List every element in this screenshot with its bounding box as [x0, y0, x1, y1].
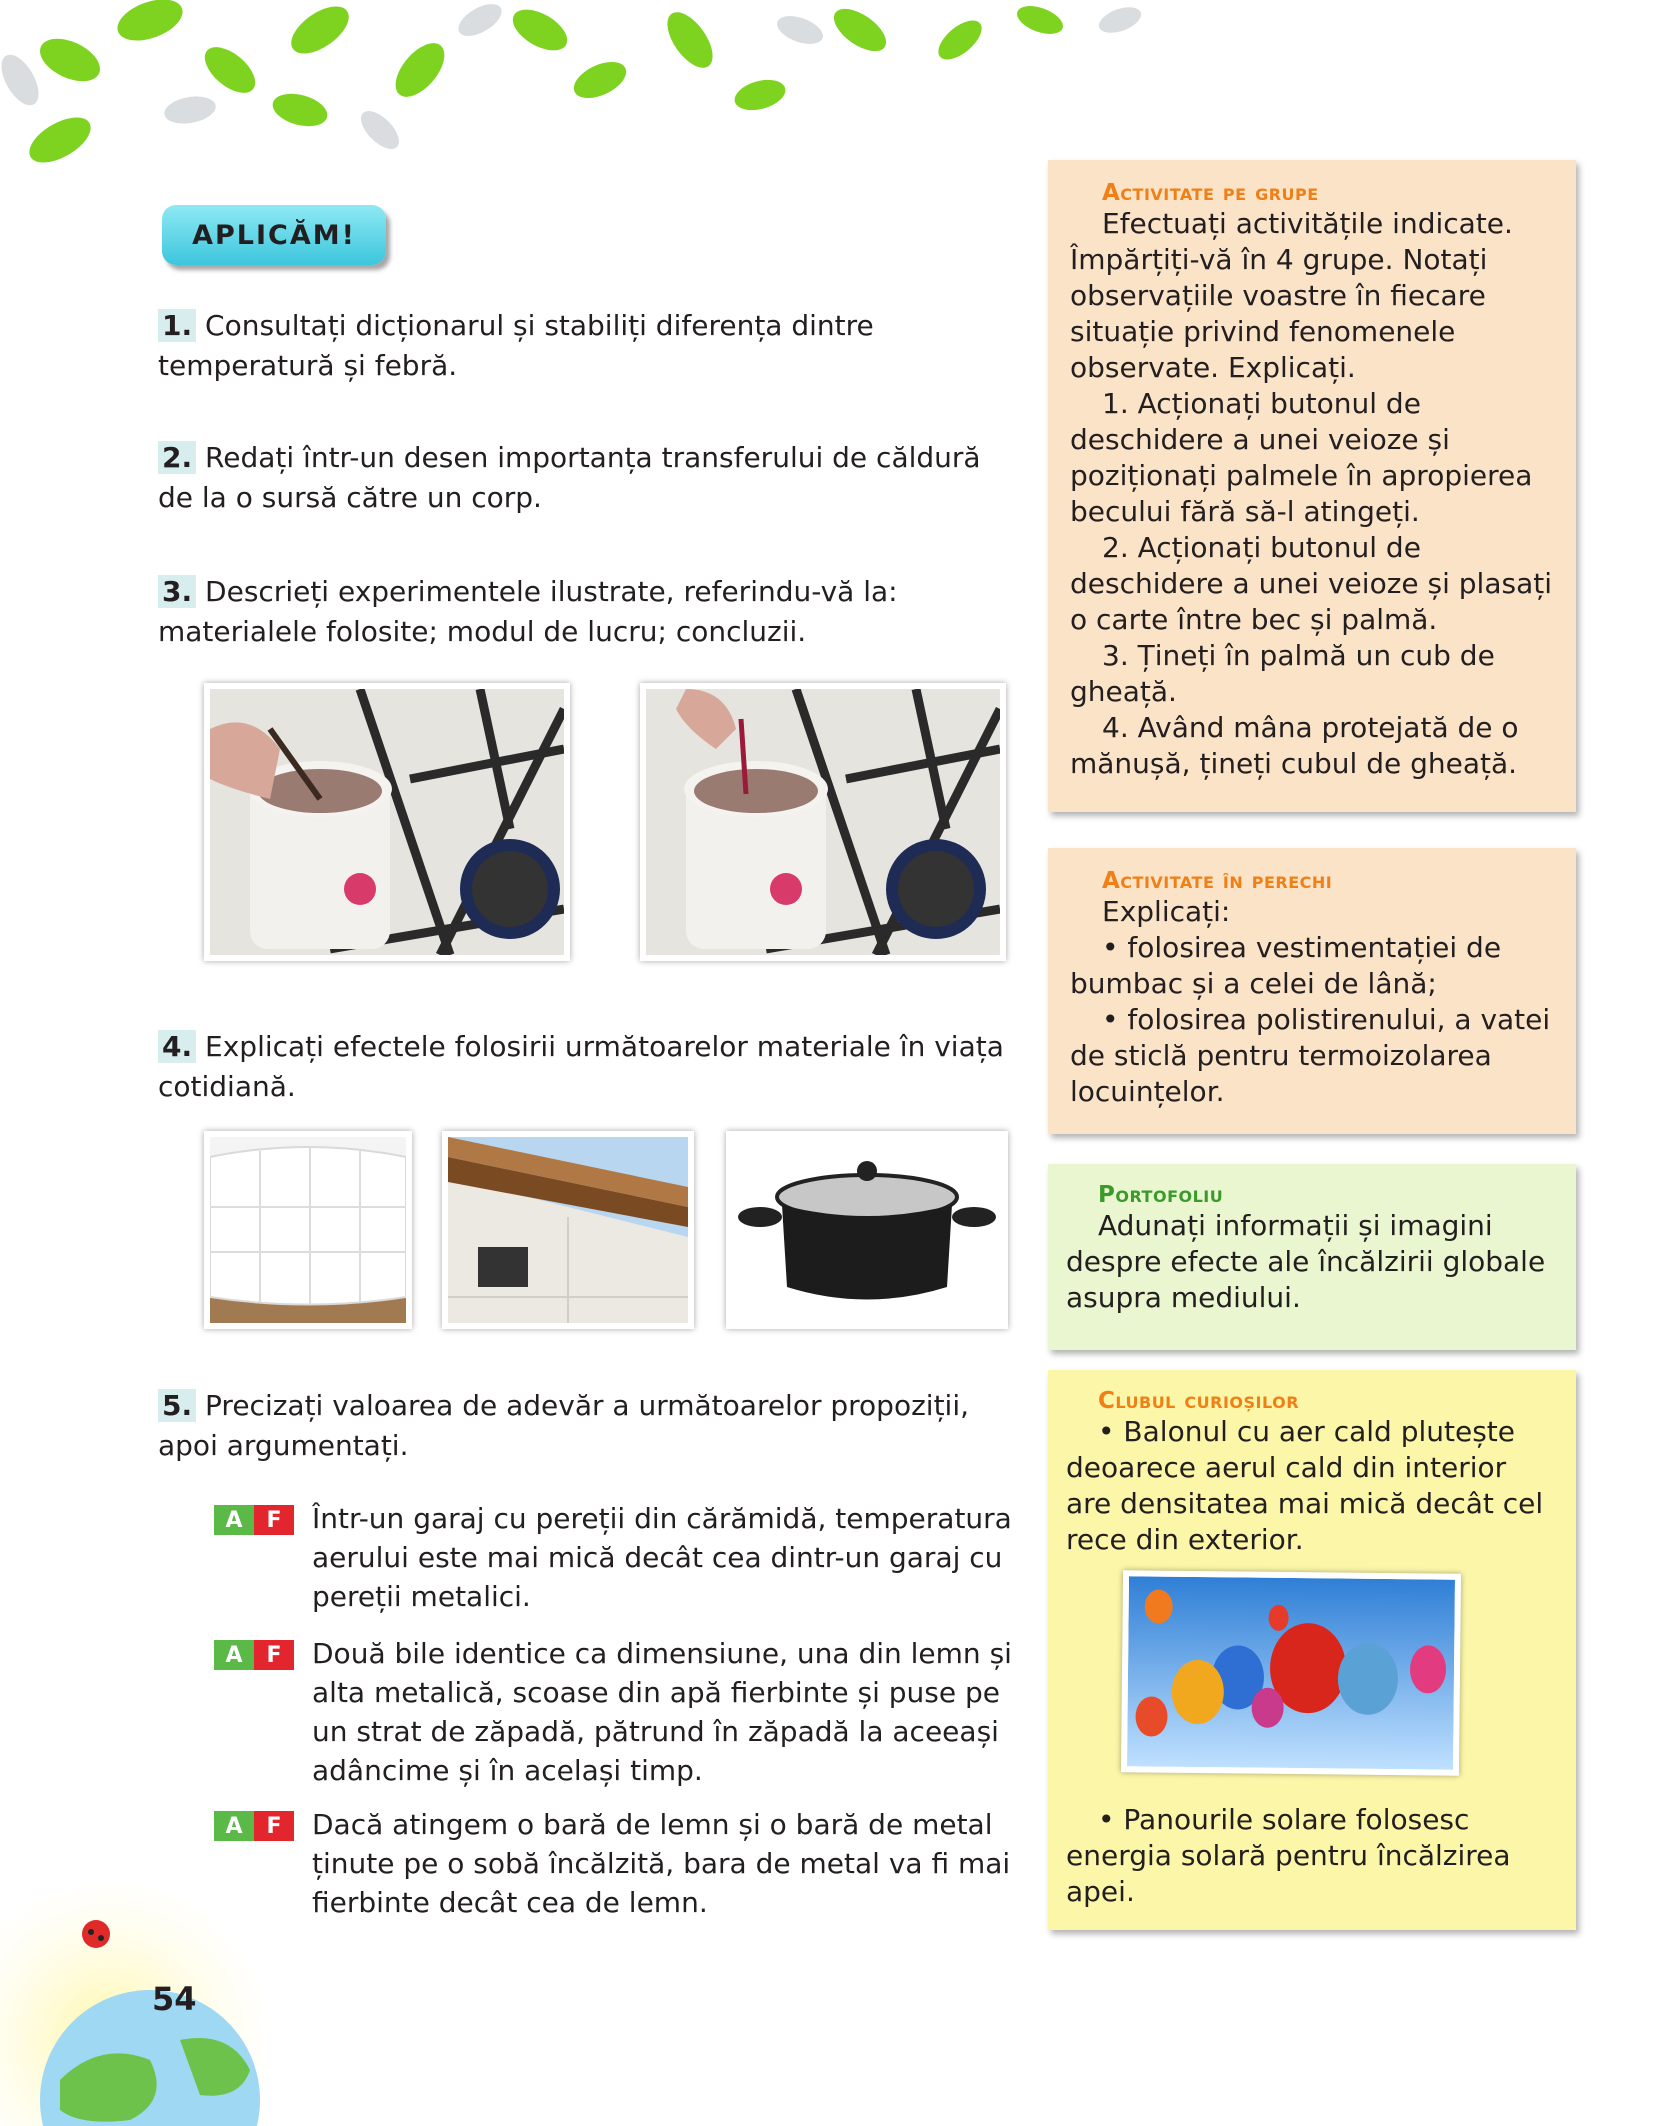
- curiosity-club-box: [1048, 1370, 1576, 1930]
- pair-activity-box: [1048, 848, 1576, 1134]
- question-text: Descrieți experimentele ilustrate, referindu-vă la: materialele folosite; modul de lucru; concluzii.: [158, 575, 898, 648]
- question-number: 4.: [158, 1030, 196, 1063]
- leaves-decoration: [0, 0, 1200, 200]
- hot-air-balloons-photo: [1121, 1570, 1461, 1776]
- list-item: 4. Având mâna protejată de o mănușă, țineți cubul de gheață.: [1070, 711, 1519, 780]
- box-text: Adunați informații și imagini despre efecte ale încălzirii globale asupra mediului.: [1066, 1209, 1546, 1314]
- globe-decoration: [0, 1870, 300, 2126]
- balloons-photo-slot: [1066, 1558, 1560, 1802]
- true-option[interactable]: A: [214, 1505, 254, 1535]
- list-item: • folosirea vestimentației de bumbac și a celei de lână;: [1070, 931, 1502, 1000]
- house-insulation-photo: [442, 1131, 694, 1329]
- true-option[interactable]: A: [214, 1640, 254, 1670]
- true-option[interactable]: A: [214, 1811, 254, 1841]
- question-text: Consultați dicționarul și stabiliți diferența dintre temperatură și febră.: [158, 309, 874, 382]
- question-text: Precizați valoarea de adevăr a următoarelor propoziții, apoi argumentați.: [158, 1389, 970, 1462]
- statement-text: Într-un garaj cu pereții din cărămidă, temperatura aerului este mai mică decât cea dintr-un garaj cu pereții metalici.: [312, 1502, 1012, 1613]
- page-number: 54: [152, 1980, 197, 2018]
- box-title: Activitate pe grupe: [1102, 180, 1319, 206]
- box-text: • Balonul cu aer cald plutește deoarece aerul cald din interior are densitatea mai mică decât cel rece din exterior.: [1066, 1415, 1544, 1556]
- tf-toggle[interactable]: [214, 1640, 294, 1670]
- list-item: 1. Acționați butonul de deschidere a unei veioze și poziționați palmele în apropierea becului fără să-l atingeți.: [1070, 387, 1533, 528]
- experiment-photo-1: [204, 683, 570, 961]
- aplicam-badge: APLICĂM!: [162, 205, 386, 265]
- question-number: 3.: [158, 575, 196, 608]
- list-item: 2. Acționați butonul de deschidere a unei veioze și plasați o carte între bec și palmă.: [1070, 531, 1553, 636]
- pot-photo: [726, 1131, 1008, 1329]
- ladybug-icon: [82, 1920, 110, 1948]
- experiment-photo-2: [640, 683, 1006, 961]
- question-number: 1.: [158, 309, 196, 342]
- question-2: [158, 438, 1018, 518]
- question-text: Redați într-un desen importanța transferului de căldură de la o sursă către un corp.: [158, 441, 981, 514]
- list-item: • folosirea polistirenului, a vatei de sticlă pentru termoizolarea locuințelor.: [1070, 1003, 1551, 1108]
- group-activity-box: [1048, 160, 1576, 812]
- question-3: [158, 572, 1018, 652]
- question-number: 2.: [158, 441, 196, 474]
- question-text: Explicați efectele folosirii următoarelor materiale în viața cotidiană.: [158, 1030, 1004, 1103]
- box-intro: Explicați:: [1102, 895, 1231, 928]
- question-5: [158, 1386, 1018, 1466]
- box-text: • Panourile solare folosesc energia solară pentru încălzirea apei.: [1066, 1803, 1511, 1908]
- false-option[interactable]: F: [254, 1640, 294, 1670]
- box-title: Portofoliu: [1098, 1182, 1224, 1208]
- portfolio-box: [1048, 1164, 1576, 1350]
- tf-toggle[interactable]: [214, 1505, 294, 1535]
- false-option[interactable]: F: [254, 1811, 294, 1841]
- tf-toggle[interactable]: [214, 1811, 294, 1841]
- statement-text: Dacă atingem o bară de lemn și o bară de metal ținute pe o sobă încălzită, bara de metal va fi mai fierbinte decât cea de lemn.: [312, 1808, 1011, 1919]
- question-1: [158, 306, 1018, 386]
- question-number: 5.: [158, 1389, 196, 1422]
- statement-text: Două bile identice ca dimensiune, una din lemn și alta metalică, scoase din apă fierbinte și puse pe un strat de zăpadă, pătrund în zăpadă la aceeași adâncime și în același timp.: [312, 1637, 1012, 1787]
- false-option[interactable]: F: [254, 1505, 294, 1535]
- box-title: Clubul curioșilor: [1098, 1388, 1300, 1414]
- duvet-photo: [204, 1131, 412, 1329]
- box-intro: Efectuați activitățile indicate. Împărțiți-vă în 4 grupe. Notați observațiile voastre în fiecare situație privind fenomenele observate. Explicați.: [1070, 207, 1513, 384]
- list-item: 3. Țineți în palmă un cub de gheață.: [1070, 639, 1495, 708]
- question-4: [158, 1027, 1018, 1107]
- box-title: Activitate în perechi: [1102, 868, 1333, 894]
